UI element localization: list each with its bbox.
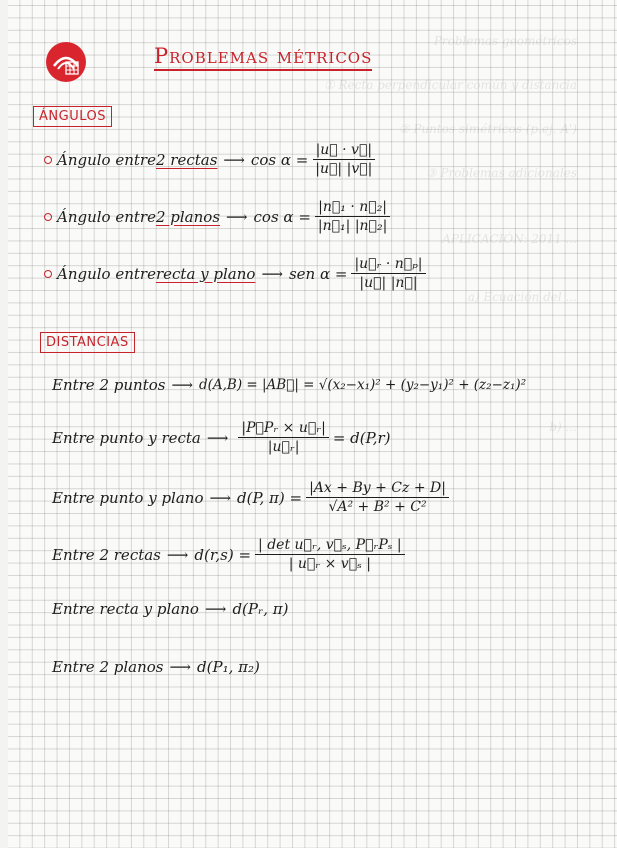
fraction-numerator: |u⃗ᵣ · n⃗ₚ| (351, 256, 425, 274)
fraction-denominator: |u⃗ᵣ| (267, 439, 300, 455)
arrow-icon: ⟶ (166, 545, 189, 564)
fraction-denominator: √A² + B² + C² (328, 499, 427, 515)
university-logo (46, 42, 86, 82)
formula-fraction (306, 480, 449, 515)
formula: d(Pᵣ, π) (232, 600, 289, 618)
ghost-line: ① Recta perpendicular común y distancia (323, 78, 577, 92)
formula: d(P₁, π₂) (197, 658, 260, 676)
arrow-icon: ⟶ (261, 264, 283, 283)
item-label: Ángulo entre (57, 207, 156, 226)
bullet-icon (44, 213, 52, 221)
fraction-numerator: |Ax + By + Cz + D| (306, 480, 449, 498)
ghost-line: ③ Problemas adicionales (425, 166, 577, 180)
item-emphasis: 2 planos (155, 207, 221, 226)
fraction-denominator: | u⃗ᵣ × v⃗ₛ | (288, 556, 371, 572)
fraction-denominator: |n⃗₁| |n⃗₂| (317, 218, 388, 234)
angle-item (44, 142, 375, 177)
distance-item (52, 420, 390, 455)
arrow-icon: ⟶ (209, 488, 231, 507)
formula-fraction (238, 420, 328, 455)
section-heading-angles: ÁNGULOS (33, 106, 112, 127)
formula-fraction (315, 199, 390, 234)
formula-lhs: d(r,s) = (194, 545, 252, 564)
distance-item (52, 537, 405, 572)
fraction-numerator: |P⃗Pᵣ × u⃗ᵣ| (238, 420, 328, 438)
item-label: Entre punto y recta (52, 428, 201, 447)
arrow-icon: ⟶ (226, 207, 248, 226)
bullet-icon (44, 270, 52, 278)
ghost-line: APLICACIÓN: 2011 ... (442, 232, 577, 246)
ghost-line: a) Ecuación del ... (467, 290, 577, 304)
item-label: Entre 2 puntos (52, 376, 166, 394)
fraction-denominator: |u⃗| |v⃗| (315, 161, 373, 177)
fraction-numerator: |n⃗₁ · n⃗₂| (315, 199, 390, 217)
paper-margin (0, 0, 8, 848)
item-emphasis: recta y plano (155, 264, 256, 283)
item-emphasis: 2 rectas (155, 150, 218, 169)
fraction-denominator: |u⃗| |n⃗| (359, 275, 418, 291)
arrow-icon: ⟶ (223, 150, 245, 169)
formula-lhs: sen α = (288, 264, 348, 283)
item-label: Entre 2 rectas (52, 545, 161, 564)
ghost-line: ② Puntos simétricos (p.ej. A') (398, 122, 577, 136)
ghost-line: b) ... (549, 420, 577, 434)
formula-fraction (255, 537, 405, 572)
distance-item (52, 600, 288, 618)
angle-item (44, 199, 390, 234)
item-label: Ángulo entre (57, 150, 156, 169)
formula-tail: = d(P,r) (332, 428, 391, 447)
bullet-icon (44, 156, 52, 164)
ghost-line: Problemas geométricos (433, 34, 577, 48)
formula-lhs: cos α = (250, 150, 309, 169)
item-label: Entre punto y plano (52, 488, 204, 507)
arrow-icon: ⟶ (206, 428, 229, 447)
item-label: Ángulo entre (57, 264, 156, 283)
arrow-icon: ⟶ (204, 600, 227, 618)
item-label: Entre recta y plano (52, 600, 199, 618)
distance-item (52, 376, 526, 394)
formula-fraction (351, 256, 425, 291)
formula-fraction (312, 142, 375, 177)
formula: d(A,B) = |AB⃗| = √(x₂−x₁)² + (y₂−y₁)² + (z₂−z₁)² (198, 377, 527, 393)
formula-lhs: d(P, π) = (237, 488, 303, 507)
arrow-icon: ⟶ (171, 376, 193, 394)
page-title: Problemas métricos (154, 44, 372, 71)
item-label: Entre 2 planos (52, 658, 164, 676)
distance-item (52, 480, 449, 515)
fraction-numerator: |u⃗ · v⃗| (313, 142, 376, 160)
formula-lhs: cos α = (253, 207, 311, 226)
section-heading-distances: DISTANCIAS (40, 332, 135, 353)
distance-item (52, 658, 260, 676)
fraction-numerator: | det u⃗ᵣ, v⃗ₛ, P⃗ᵣPₛ | (255, 537, 405, 555)
angle-item (44, 256, 426, 291)
arrow-icon: ⟶ (169, 658, 192, 676)
